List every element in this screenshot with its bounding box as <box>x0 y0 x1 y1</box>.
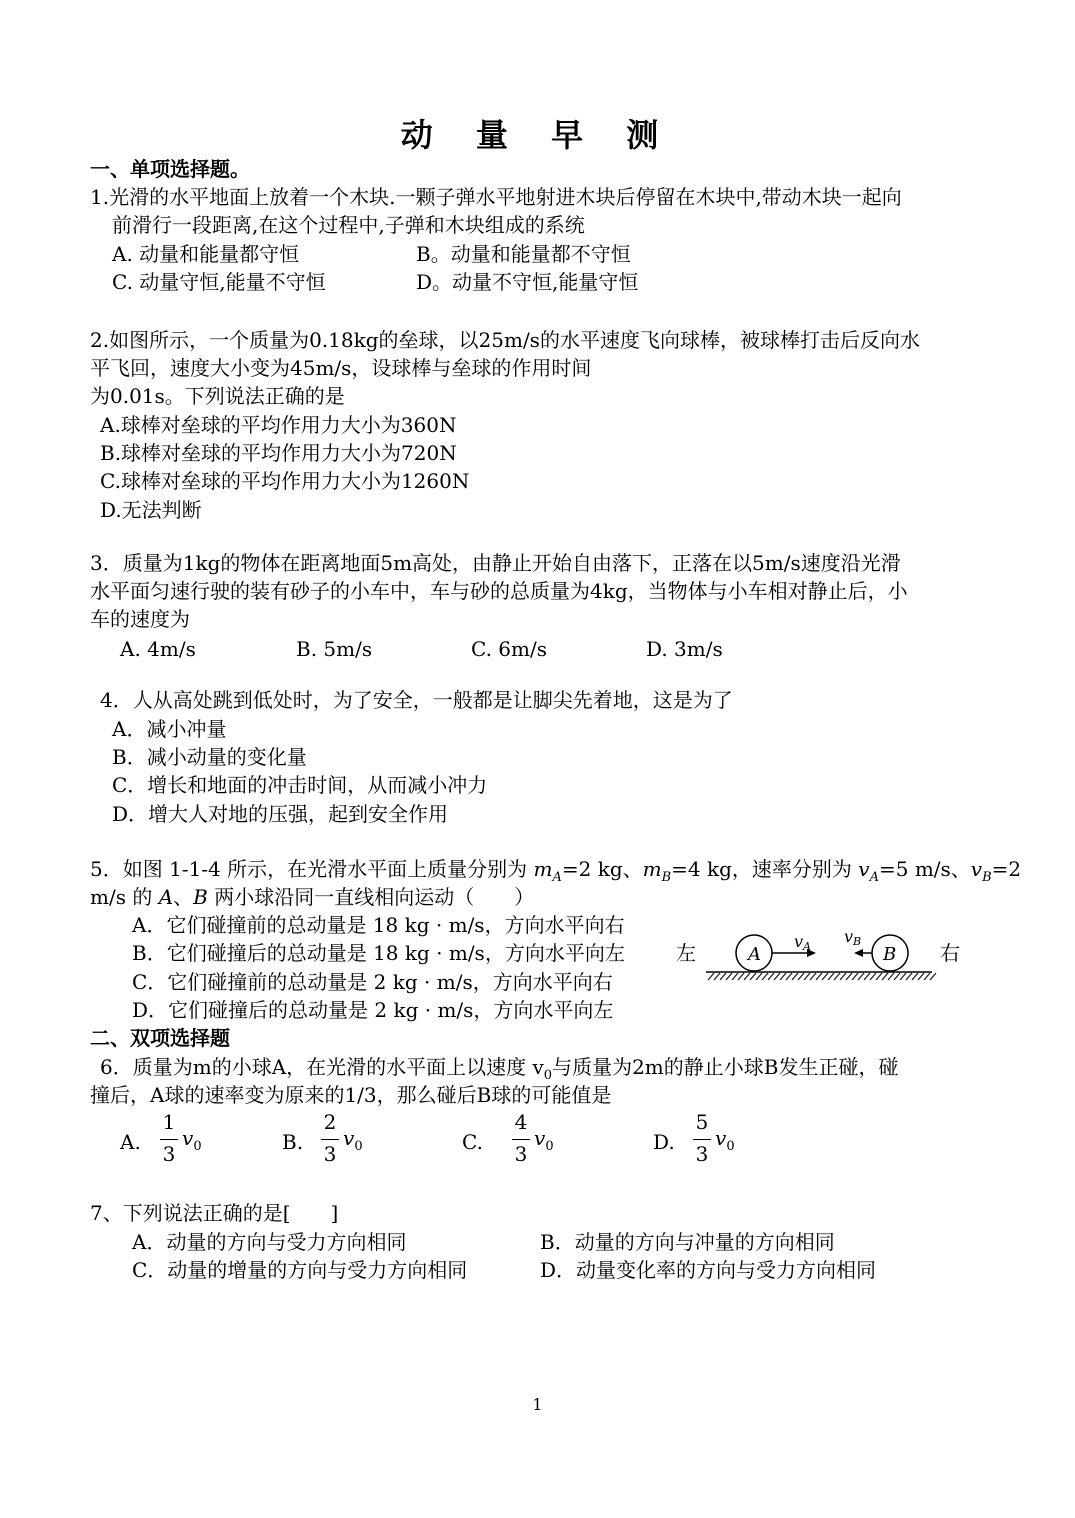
sub-A: A <box>869 870 879 885</box>
stem-text: 与质量为2m的静止小球B发生正碰，碰 <box>552 1055 899 1079</box>
hatch-mark <box>726 973 732 980</box>
hatch-mark <box>888 973 894 980</box>
label-right: 右 <box>940 941 960 965</box>
question-stem-line <box>90 883 534 911</box>
fraction-bar <box>693 1139 711 1140</box>
hatch-mark <box>768 973 774 980</box>
arrowhead-b <box>854 949 863 957</box>
stem-text: 6．质量为m的小球A，在光滑的水平面上以速度 v <box>100 1055 544 1079</box>
option-a: A.球棒对垒球的平均作用力大小为360N <box>100 413 457 437</box>
option-d: D. 3m/s <box>646 637 723 661</box>
hatch-mark <box>792 973 798 980</box>
sub-B: B <box>661 870 672 885</box>
hatch-mark <box>864 973 870 980</box>
stem-text: 5．如图 1-1-4 所示，在光滑水平面上质量分别为 <box>90 857 534 881</box>
option-a: A．动量的方向与受力方向相同 <box>132 1230 407 1254</box>
question-stem-line: 前滑行一段距离,在这个过程中,子弹和木块组成的系统 <box>112 213 585 237</box>
section-heading-double-choice: 二、双项选择题 <box>90 1026 230 1050</box>
option-b: B。动量和能量都不守恒 <box>416 242 631 266</box>
denominator: 3 <box>695 1142 709 1166</box>
hatch-mark <box>786 973 792 980</box>
hatch-mark <box>774 973 780 980</box>
page-title: 动 量 早 测 <box>400 116 675 154</box>
option-d: D.无法判断 <box>100 498 202 522</box>
option-a: A．它们碰撞前的总动量是 18 kg · m/s，方向水平向右 <box>132 913 625 937</box>
option-b: B.球棒对垒球的平均作用力大小为720N <box>100 441 457 465</box>
option-b: B．动量的方向与冲量的方向相同 <box>540 1230 835 1254</box>
numerator: 1 <box>162 1110 176 1134</box>
stem-text: 、 <box>173 885 194 909</box>
denominator: 3 <box>162 1142 176 1166</box>
option-c-label: C. <box>462 1130 483 1154</box>
sub-A: A <box>552 870 562 885</box>
fraction-bar <box>321 1139 339 1140</box>
velocity-symbol: $v_0$ <box>343 1126 363 1154</box>
question-stem-line: 1.光滑的水平地面上放着一个木块.一颗子弹水平地射进木块后停留在木块中,带动木块一起向 <box>90 185 902 209</box>
question-stem-line: 车的速度为 <box>90 607 190 631</box>
hatch-mark <box>876 973 882 980</box>
option-a: A. 动量和能量都守恒 <box>112 242 300 266</box>
ball-b-label: B <box>193 885 208 909</box>
hatch-mark <box>882 973 888 980</box>
hatch-mark <box>822 973 828 980</box>
option-d-label: D. <box>653 1130 675 1154</box>
hatch-mark <box>924 973 930 980</box>
option-b: B．它们碰撞后的总动量是 18 kg · m/s，方向水平向左 <box>132 941 625 965</box>
sub-0: 0 <box>543 1068 553 1083</box>
option-a-label: A. <box>120 1130 141 1154</box>
hatch-mark <box>780 973 786 980</box>
option-d: D．动量变化率的方向与受力方向相同 <box>540 1258 877 1282</box>
option-b-label: B. <box>282 1130 304 1154</box>
option-d: D．增大人对地的压强，起到安全作用 <box>112 802 449 826</box>
ball-a-label: A <box>748 944 761 965</box>
collision-diagram <box>670 920 970 990</box>
hatch-mark <box>732 973 738 980</box>
option-c: C. 动量守恒,能量不守恒 <box>112 270 326 294</box>
numerator: 5 <box>695 1110 709 1134</box>
vB-label: vB <box>844 927 862 948</box>
hatch-mark <box>798 973 804 980</box>
option-a: A．减小冲量 <box>112 717 227 741</box>
hatch-mark <box>906 973 912 980</box>
question-stem-line: 3．质量为1kg的物体在距离地面5m高处，由静止开始自由落下，正落在以5m/s速度沿光滑 <box>90 551 901 575</box>
page-number: 1 <box>532 1395 543 1414</box>
hatch-mark <box>714 973 720 980</box>
hatch-mark <box>744 973 750 980</box>
hatch-mark <box>840 973 846 980</box>
hatch-mark <box>852 973 858 980</box>
vA-label: vA <box>794 932 811 953</box>
numerator: 2 <box>323 1110 337 1134</box>
stem-text: =5 m/s、 <box>878 857 971 881</box>
sub-B: B <box>982 870 992 885</box>
hatch-mark <box>804 973 810 980</box>
hatch-mark <box>810 973 816 980</box>
hatch-mark <box>720 973 726 980</box>
question-stem-line: 撞后，A球的速率变为原来的1/3，那么碰后B球的可能值是 <box>90 1083 612 1107</box>
hatch-mark <box>750 973 756 980</box>
option-c: C．它们碰撞前的总动量是 2 kg · m/s，方向水平向右 <box>132 970 613 994</box>
question-stem-line: 水平面匀速行驶的装有砂子的小车中，车与砂的总质量为4kg，当物体与小车相对静止后，小 <box>90 579 908 603</box>
hatch-mark <box>894 973 900 980</box>
option-c: C.球棒对垒球的平均作用力大小为1260N <box>100 469 470 493</box>
hatch-mark <box>912 973 918 980</box>
var-mA: m <box>533 857 553 881</box>
option-c: C. 6m/s <box>471 637 547 661</box>
option-c: C．增长和地面的冲击时间，从而减小冲力 <box>112 773 488 797</box>
ball-a-label: A <box>158 885 174 909</box>
stem-text: =2 <box>991 857 1022 881</box>
option-b: B．减小动量的变化量 <box>112 745 307 769</box>
ball-b-label: B <box>883 944 897 965</box>
stem-text: =4 kg，速率分别为 <box>671 857 859 881</box>
hatch-mark <box>900 973 906 980</box>
stem-text: 两小球沿同一直线相向运动（ ） <box>207 885 535 909</box>
question-stem-line: 7、下列说法正确的是[ ] <box>90 1201 339 1225</box>
option-a: A. 4m/s <box>120 637 196 661</box>
fraction-bar <box>160 1139 178 1140</box>
hatch-mark <box>870 973 876 980</box>
hatch-mark <box>738 973 744 980</box>
label-left: 左 <box>676 941 696 965</box>
hatch-mark <box>708 973 714 980</box>
denominator: 3 <box>323 1142 337 1166</box>
var-mB: m <box>642 857 662 881</box>
hatch-mark <box>846 973 852 980</box>
velocity-symbol: $v_0$ <box>182 1126 202 1154</box>
hatch-mark <box>918 973 924 980</box>
hatch-mark <box>834 973 840 980</box>
numerator: 4 <box>514 1110 528 1134</box>
hatch-mark <box>858 973 864 980</box>
option-c: C．动量的增量的方向与受力方向相同 <box>132 1258 468 1282</box>
option-d: D．它们碰撞后的总动量是 2 kg · m/s，方向水平向左 <box>132 998 614 1022</box>
fraction-bar <box>512 1139 530 1140</box>
var-vA: v <box>858 857 870 881</box>
option-d: D。动量不守恒,能量守恒 <box>416 270 639 294</box>
velocity-symbol: $v_0$ <box>534 1126 554 1154</box>
ground-hatch <box>708 973 936 980</box>
velocity-symbol: $v_0$ <box>715 1126 735 1154</box>
denominator: 3 <box>514 1142 528 1166</box>
question-stem-line: 为0.01s。下列说法正确的是 <box>90 384 345 408</box>
stem-text: m/s 的 <box>90 885 159 909</box>
hatch-mark <box>816 973 822 980</box>
option-b: B. 5m/s <box>296 637 373 661</box>
question-stem-line: 平飞回，速度大小变为45m/s，设球棒与垒球的作用时间 <box>90 356 592 380</box>
var-vB: v <box>970 857 983 881</box>
hatch-mark <box>828 973 834 980</box>
question-stem-line: 4．人从高处跳到低处时，为了安全，一般都是让脚尖先着地，这是为了 <box>100 688 733 712</box>
stem-text: =2 kg、 <box>561 857 643 881</box>
hatch-mark <box>930 973 936 980</box>
section-heading-single-choice: 一、单项选择题。 <box>90 157 250 181</box>
hatch-mark <box>762 973 768 980</box>
hatch-mark <box>756 973 762 980</box>
question-stem-line: 2.如图所示，一个质量为0.18kg的垒球，以25m/s的水平速度飞向球棒，被球棒打击后反向水 <box>90 328 920 352</box>
